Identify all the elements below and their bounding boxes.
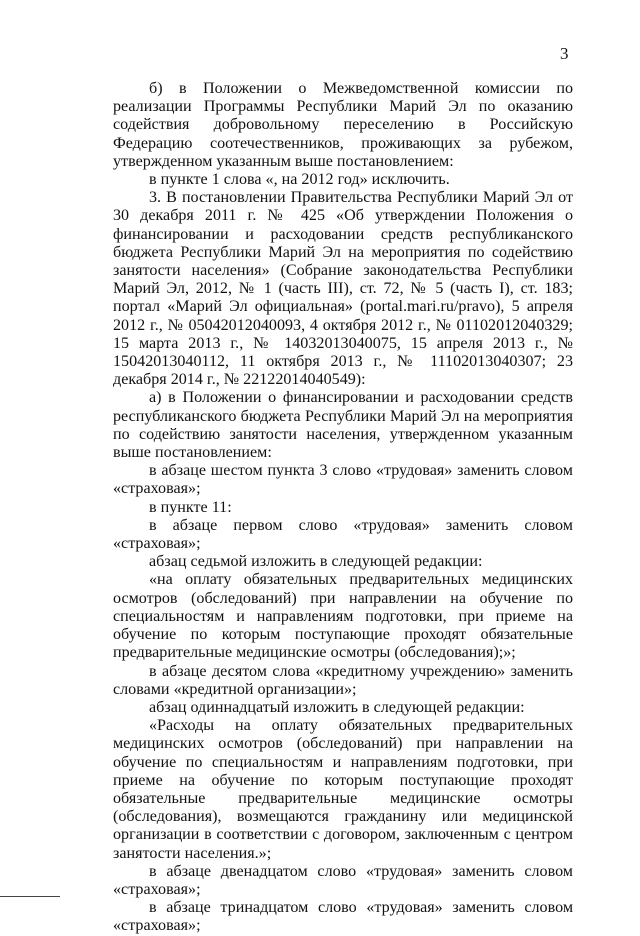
paragraph-3: 3. В постановлении Правительства Республики Марий Эл от 30 декабря 2011 г. № 425 «Об утверждении Положения о финансировании и расходовании средств республиканского бюджета Республики Марий Эл на мероприятия по содействию занятости населения» (Собрание законодательства Республики Марий Эл, 2012, № 1 (часть III), ст. 72, № 5 (часть I), ст. 183; портал «Марий Эл официальная» (portal.mari.ru/pravo), 5 апреля 2012 г., № 05042012040093, 4 октября 2012 г., № 01102012040329; 15 марта 2013 г., № 14032013040075, 15 апреля 2013 г., № 15042013040112, 11 октября 2013 г., № 11102013040307; 23 декабря 2014 г., № 22122014040549):: [113, 189, 573, 389]
paragraph-12: «Расходы на оплату обязательных предварительных медицинских осмотров (обследований) при направлении на обучение по специальностям и направлениям подготовки, при приеме на обучение по которым поступающие проходят обязательные предварительные медицинские осмотры (обследования), возмещаются гражданину или медицинской организации в соответствии с договором, заключенным с центром занятости населения.»;: [113, 717, 573, 862]
page-number: 3: [560, 44, 569, 63]
paragraph-13: в абзаце двенадцатом слово «трудовая» заменить словом «страховая»;: [113, 862, 573, 898]
paragraph-1: б) в Положении о Межведомственной комиссии по реализации Программы Республики Марий Эл по оказанию содействия добровольному переселению в Российскую Федерацию соотечественников, проживающих за рубежом, утвержденном указанным выше постановлением:: [113, 80, 573, 170]
paragraph-2: в пункте 1 слова «, на 2012 год» исключить.: [149, 171, 450, 189]
paragraph-11: абзац одиннадцатый изложить в следующей редакции:: [149, 698, 525, 716]
paragraph-10: в абзаце десятом слова «кредитному учреждению» заменить словами «кредитной организации»;: [113, 662, 573, 698]
paragraph-14: в абзаце тринадцатом слово «трудовая» заменить словом «страховая»;: [113, 899, 573, 935]
paragraph-7: в абзаце первом слово «трудовая» заменить словом «страховая»;: [113, 516, 573, 553]
paragraph-6: в пункте 11:: [149, 498, 232, 516]
document-body: [113, 80, 573, 936]
paragraph-9: «на оплату обязательных предварительных медицинских осмотров (обследований) при направлении на обучение по специальностям и направлениям подготовки, при приеме на обучение по которым поступающие проходят обязательные предварительные медицинские осмотры (обследования);»;: [113, 571, 573, 662]
paragraph-5: в абзаце шестом пункта 3 слово «трудовая» заменить словом «страховая»;: [113, 462, 573, 498]
footer-rule: [0, 896, 60, 897]
paragraph-8: абзац седьмой изложить в следующей редакции:: [149, 553, 483, 571]
paragraph-4: а) в Положении о финансировании и расходовании средств республиканского бюджета Республики Марий Эл на мероприятия по содействию занятости населения, утвержденном указанным выше постановлением:: [113, 389, 573, 462]
